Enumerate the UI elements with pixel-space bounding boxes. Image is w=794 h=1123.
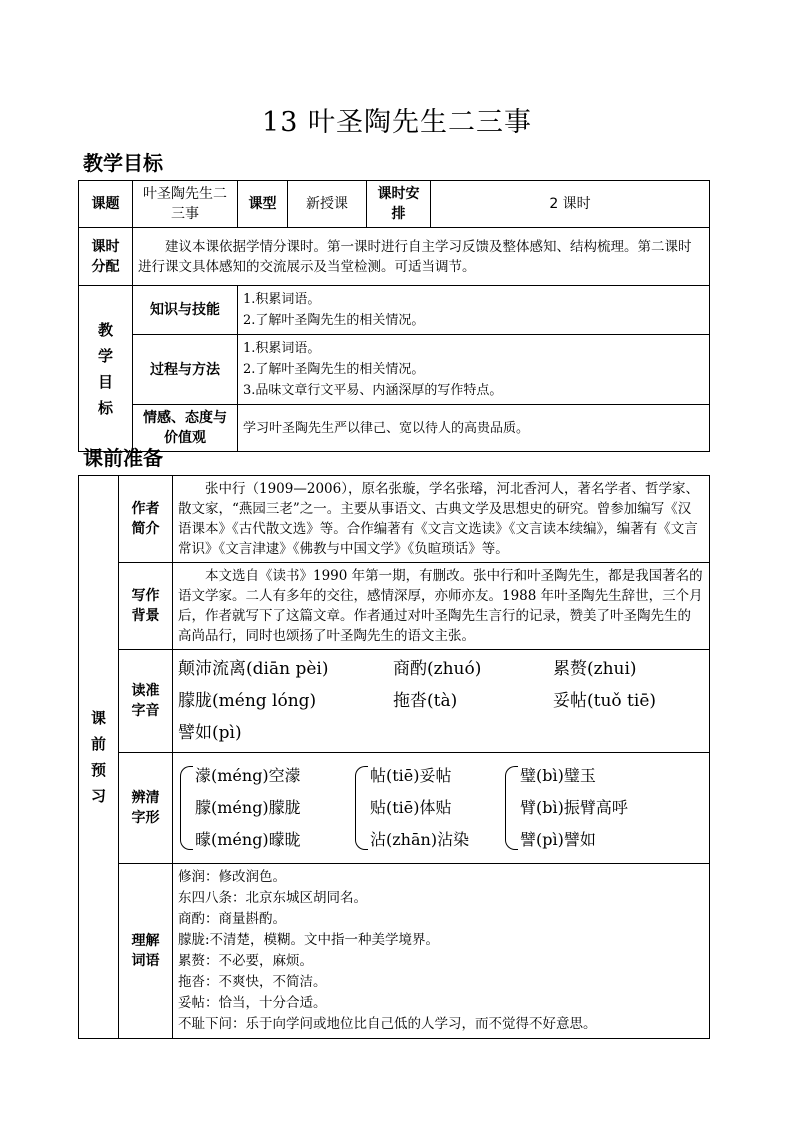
goal-label-process: 过程与方法 bbox=[133, 335, 238, 405]
vocab-line: 东四八条：北京东城区胡同名。 bbox=[178, 890, 367, 906]
period-allocation-row bbox=[79, 228, 710, 286]
vocab-line: 累赘：不必要，麻烦。 bbox=[178, 953, 313, 969]
cell-topic-value: 叶圣陶先生二三事 bbox=[133, 181, 238, 228]
pronunciation-item: 朦胧(méng lóng) bbox=[178, 691, 317, 711]
pronunciation-item: 商酌(zhuó) bbox=[393, 659, 482, 679]
pronunciation-label: 读准 字音 bbox=[119, 650, 173, 753]
cell-topic-label: 课题 bbox=[79, 181, 133, 228]
char-group: 濛(méng)空濛 朦(méng)朦胧 曚(méng)曚昽 bbox=[178, 760, 353, 856]
cell-type-label: 课型 bbox=[238, 181, 288, 228]
vocabulary-row bbox=[79, 864, 710, 1039]
pronunciation-item: 拖沓(tà) bbox=[393, 691, 458, 711]
distinguish-label: 辨清 字形 bbox=[119, 753, 173, 864]
goal-label-knowledge: 知识与技能 bbox=[133, 286, 238, 335]
background-label: 写作 背景 bbox=[119, 563, 173, 650]
cell-schedule-label: 课时安排 bbox=[367, 181, 431, 228]
pronunciation-content bbox=[173, 650, 710, 753]
goal-row-process bbox=[79, 335, 710, 405]
brace-shape bbox=[355, 766, 368, 850]
section-heading-prep: 课前准备 bbox=[83, 446, 163, 470]
period-allocation-text: 建议本课依据学情分课时。第一课时进行自主学习反馈及整体感知、结构梳理。第二课时进行课文具体感知的交流展示及当堂检测。可适当调节。 bbox=[133, 228, 710, 286]
prep-table bbox=[78, 475, 710, 1039]
pronunciation-item: 累赘(zhui) bbox=[553, 659, 637, 679]
vocab-line: 朦胧:不清楚，模糊。文中指一种美学境界。 bbox=[178, 932, 440, 948]
goal-content-process: 1.积累词语。 2.了解叶圣陶先生的相关情况。 3.品味文章行文平易、内涵深厚的写作特点。 bbox=[238, 335, 710, 405]
period-allocation-label: 课时 分配 bbox=[79, 228, 133, 286]
pronunciation-row bbox=[79, 650, 710, 753]
vocab-line: 商酌：商量斟酌。 bbox=[178, 911, 286, 927]
lesson-info-row bbox=[79, 181, 710, 228]
author-text: 张中行（1909—2006），原名张璇，学名张璿，河北香河人，著名学者、哲学家、散文家，“燕园三老”之一。主要从事语文、古典文学及思想史的研究。曾参加编写《汉语课本》《古代散文选》等。合作编著有《文言文选读》《文言读本续编》，编著有《文言常识》《文言津逮》《佛教与中国文学》《负暄琐话》等。 bbox=[173, 476, 710, 563]
pronunciation-item: 颠沛流离(diān pèi) bbox=[178, 659, 329, 679]
distinguish-row bbox=[79, 753, 710, 864]
cell-type-value: 新授课 bbox=[288, 181, 367, 228]
brace-shape bbox=[180, 766, 193, 850]
page-title: 13 叶圣陶先生二三事 bbox=[262, 107, 532, 138]
vocab-line: 妥帖：恰当，十分合适。 bbox=[178, 995, 327, 1011]
vocab-line: 不耻下问：乐于向学问或地位比自己低的人学习，而不觉得不好意思。 bbox=[178, 1016, 597, 1032]
pronunciation-item: 妥帖(tuǒ tiē) bbox=[553, 691, 657, 711]
vocab-line: 拖沓：不爽快，不简洁。 bbox=[178, 974, 327, 990]
char-group: 帖(tiē)妥帖 贴(tiē)体贴 沾(zhān)沾染 bbox=[353, 760, 503, 856]
vocabulary-label: 理解 词语 bbox=[119, 864, 173, 1039]
goals-vertical-label: 教 学 目 标 bbox=[79, 286, 133, 452]
goals-table bbox=[78, 180, 710, 452]
vocabulary-content bbox=[173, 864, 710, 1039]
background-row bbox=[79, 563, 710, 650]
author-label: 作者 简介 bbox=[119, 476, 173, 563]
vocab-line: 修润：修改润色。 bbox=[178, 869, 286, 885]
char-group: 璧(bì)璧玉 臂(bì)振臂高呼 譬(pì)譬如 bbox=[503, 760, 693, 856]
cell-schedule-value: 2 课时 bbox=[431, 181, 710, 228]
distinguish-content bbox=[173, 753, 710, 864]
section-heading-goals: 教学目标 bbox=[83, 151, 163, 175]
goal-row-knowledge bbox=[79, 286, 710, 335]
goal-row-emotion bbox=[79, 405, 710, 452]
goal-label-emotion: 情感、态度与 价值观 bbox=[133, 405, 238, 452]
pronunciation-item: 譬如(pì) bbox=[178, 723, 242, 743]
author-row bbox=[79, 476, 710, 563]
prep-vertical-label: 课 前 预 习 bbox=[79, 476, 119, 1039]
background-text: 本文选自《读书》1990 年第一期，有删改。张中行和叶圣陶先生，都是我国著名的语文学家。二人有多年的交往，感情深厚，亦师亦友。1988 年叶圣陶先生辞世，三个月后，作者就写下了这篇文章。作者通过对叶圣陶先生言行的记录，赞美了叶圣陶先生的高尚品行，同时也颂扬了叶圣陶先生的语文主张。 bbox=[173, 563, 710, 650]
goal-content-emotion: 学习叶圣陶先生严以律己、宽以待人的高贵品质。 bbox=[238, 405, 710, 452]
goal-content-knowledge: 1.积累词语。 2.了解叶圣陶先生的相关情况。 bbox=[238, 286, 710, 335]
brace-shape bbox=[505, 766, 518, 850]
